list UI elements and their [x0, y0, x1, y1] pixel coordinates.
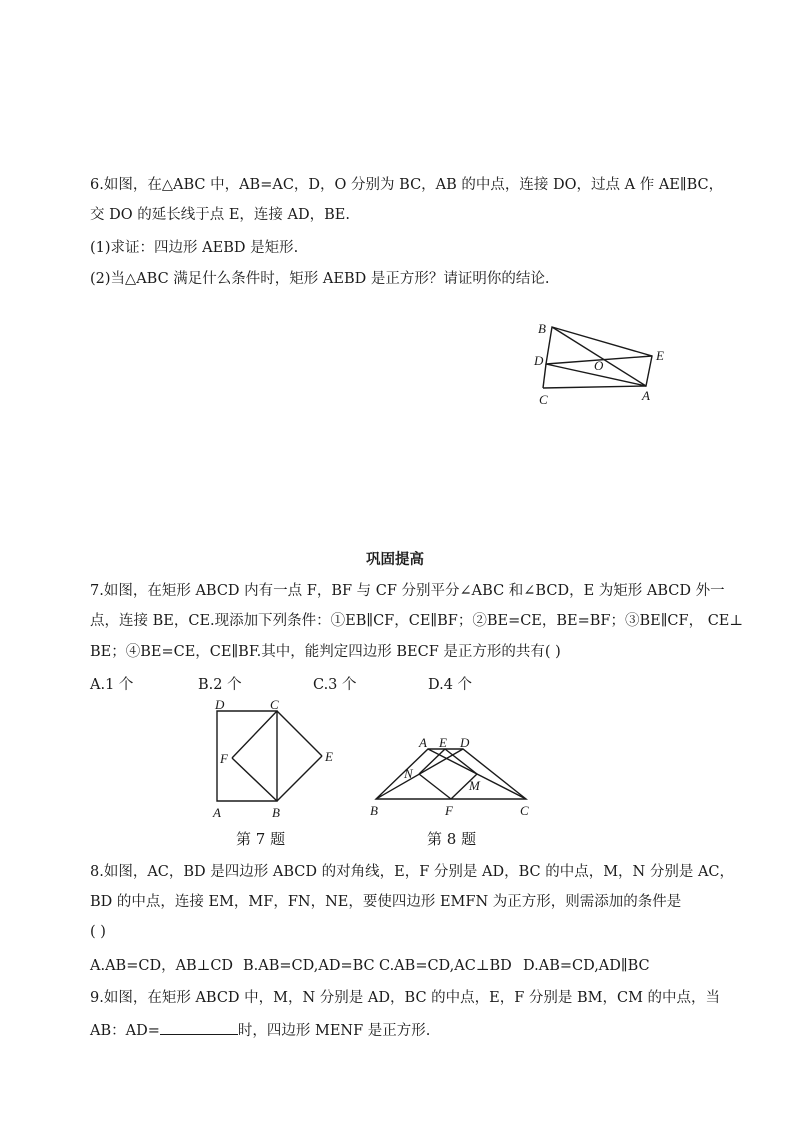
q6-diagonal-ba — [552, 327, 646, 386]
q8-line-2: BD 的中点，连接 EM，MF，FN，NE，要使四边形 EMFN 为正方形，则需添加的条件是 — [90, 894, 682, 910]
q9-line-2 — [90, 1022, 430, 1039]
q8-option-b: B.AB=CD,AD=BC — [243, 958, 375, 974]
q8-label-m: M — [469, 778, 480, 793]
q7-figure-caption: 第 7 题 — [236, 830, 286, 848]
q8-line-1: 8.如图，AC，BD 是四边形 ABCD 的对角线，E，F 分别是 AD，BC 的中点，M，N 分别是 AC， — [90, 864, 735, 880]
q6-segment-ca — [543, 386, 646, 388]
q7-line-3: BE；④BE=CE，CE∥BF.其中，能判定四边形 BECF 是正方形的共有( ) — [90, 644, 561, 660]
q8-segment-me — [445, 749, 477, 774]
q8-figure-caption: 第 8 题 — [427, 830, 477, 848]
q8-label-e: E — [439, 735, 447, 750]
q7-segment-eb — [277, 756, 322, 801]
q7-label-c: C — [270, 697, 279, 712]
q6-part-2: (2)当△ABC 满足什么条件时，矩形 AEBD 是正方形？请证明你的结论. — [90, 271, 550, 287]
q6-label-a: A — [642, 388, 650, 403]
q8-label-b: B — [370, 803, 378, 818]
q7-label-f: F — [220, 751, 228, 766]
q8-figure — [366, 735, 536, 823]
q7-figure — [205, 697, 345, 822]
q8-option-a: A.AB=CD，AB⊥CD — [90, 958, 234, 974]
q9-line-2-prefix: AB：AD= — [90, 1023, 160, 1039]
q8-label-d: D — [460, 735, 470, 750]
section-title: 巩固提高 — [366, 551, 424, 568]
q9-answer-blank[interactable] — [160, 1022, 238, 1035]
q6-part-1: (1)求证：四边形 AEBD 是矩形. — [90, 240, 299, 256]
q7-segment-cf — [232, 711, 277, 758]
q7-option-b: B.2 个 — [198, 677, 242, 693]
q6-line-1: 6.如图，在△ABC 中，AB=AC，D，O 分别为 BC，AB 的中点，连接 DO，过点 A 作 AE∥BC， — [90, 177, 724, 193]
q7-segment-fb — [232, 758, 277, 801]
q8-segment-nf — [419, 774, 451, 799]
q7-label-d: D — [215, 697, 225, 712]
q8-line-3: ( ) — [90, 924, 106, 940]
q7-option-d: D.4 个 — [428, 677, 473, 693]
q9-line-2-suffix: 时，四边形 MENF 是正方形. — [237, 1023, 431, 1039]
q7-line-2: 点，连接 BE，CE.现添加下列条件：①EB∥CF，CE∥BF；②BE=CE，BE=BF；③BE∥CF， CE⊥ — [90, 613, 744, 629]
q8-label-f: F — [445, 803, 453, 818]
q6-label-o: O — [594, 358, 604, 373]
q6-segment-dc — [543, 364, 546, 388]
q8-label-c: C — [520, 803, 529, 818]
q6-label-b: B — [538, 321, 546, 336]
q7-label-b: B — [272, 805, 280, 820]
q7-line-1: 7.如图，在矩形 ABCD 内有一点 F，BF 与 CF 分别平分∠ABC 和∠BCD，E 为矩形 ABCD 外一 — [90, 583, 725, 599]
q7-segment-ce — [277, 711, 322, 756]
q6-figure — [528, 318, 673, 410]
q6-label-d: D — [534, 353, 544, 368]
q9-line-1: 9.如图，在矩形 ABCD 中，M，N 分别是 AD，BC 的中点，E，F 分别是 BM，CM 的中点，当 — [90, 990, 721, 1006]
q7-label-a: A — [213, 805, 221, 820]
q7-option-c: C.3 个 — [313, 677, 357, 693]
q7-label-e: E — [325, 749, 333, 764]
q8-option-d: D.AB=CD,AD∥BC — [523, 958, 650, 974]
q8-label-n: N — [404, 766, 413, 781]
q8-label-a: A — [419, 735, 427, 750]
q6-line-2: 交 DO 的延长线于点 E，连接 AD，BE. — [90, 207, 350, 223]
q7-option-a: A.1 个 — [90, 677, 134, 693]
q8-option-c: C.AB=CD,AC⊥BD — [379, 958, 512, 974]
q6-label-e: E — [656, 348, 664, 363]
q6-label-c: C — [539, 392, 548, 407]
